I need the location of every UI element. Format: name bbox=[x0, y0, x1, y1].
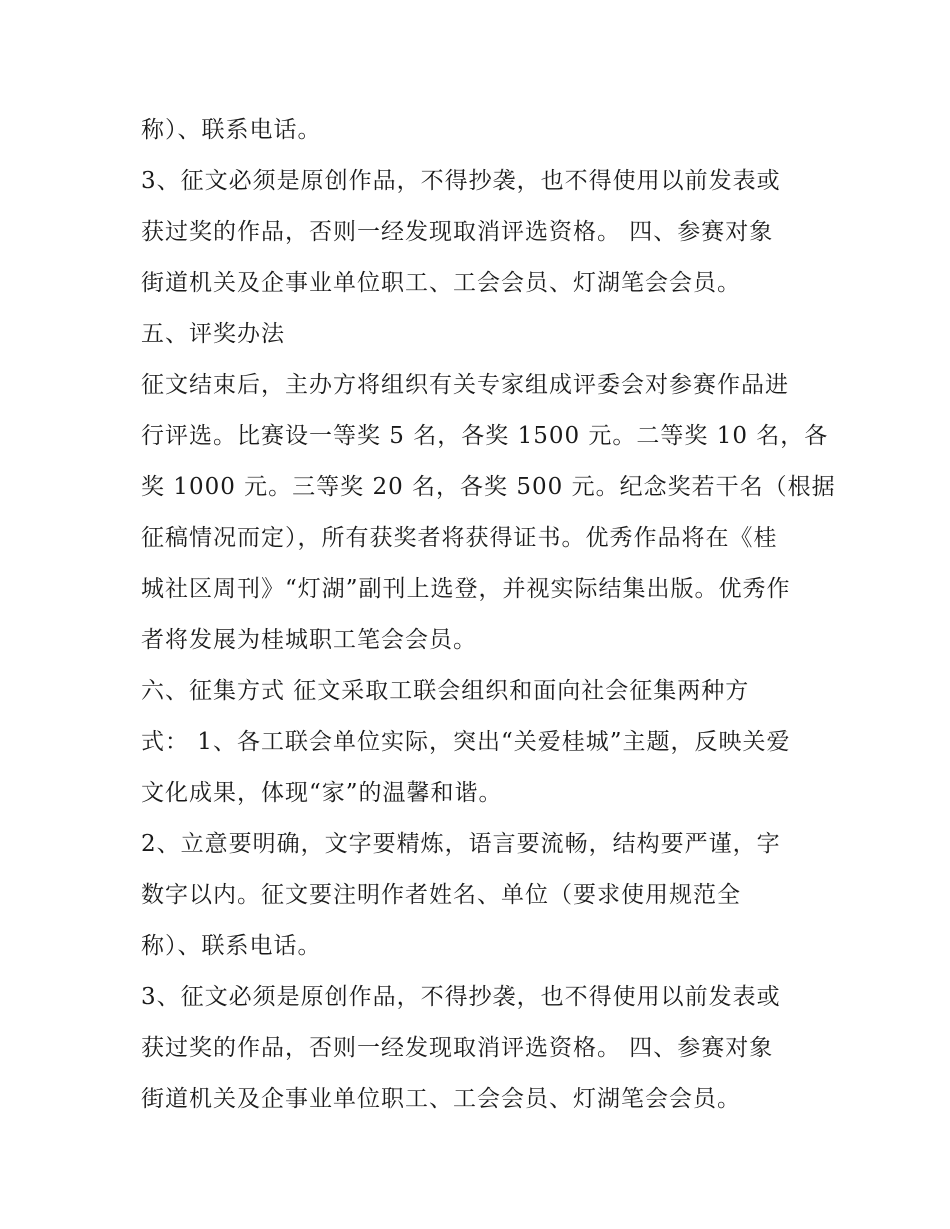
text-line: 街道机关及企事业单位职工、工会会员、灯湖笔会会员。 bbox=[141, 1086, 741, 1112]
text-line: 3、征文必须是原创作品，不得抄袭，也不得使用以前发表或 bbox=[141, 168, 781, 194]
text-line: 获过奖的作品，否则一经发现取消评选资格。 四、参赛对象 bbox=[141, 1035, 774, 1061]
section-heading: 五、评奖办法 bbox=[141, 321, 285, 347]
text-line: 称）、联系电话。 bbox=[141, 117, 322, 143]
text-line: 奖 1000 元。三等奖 20 名，各奖 500 元。纪念奖若干名（根据 bbox=[141, 474, 836, 500]
text-line: 3、征文必须是原创作品，不得抄袭，也不得使用以前发表或 bbox=[141, 984, 781, 1010]
text-line: 式： 1、各工联会单位实际，突出“关爱桂城”主题，反映关爱 bbox=[141, 729, 791, 755]
text-line: 文化成果，体现“家”的温馨和谐。 bbox=[141, 780, 503, 806]
text-line: 征文结束后，主办方将组织有关专家组成评委会对参赛作品进 bbox=[141, 372, 789, 398]
text-line: 获过奖的作品，否则一经发现取消评选资格。 四、参赛对象 bbox=[141, 219, 774, 245]
text-line: 称）、联系电话。 bbox=[141, 933, 322, 959]
text-line: 征稿情况而定），所有获奖者将获得证书。优秀作品将在《桂 bbox=[141, 525, 778, 551]
text-line: 行评选。比赛设一等奖 5 名，各奖 1500 元。二等奖 10 名，各 bbox=[141, 423, 829, 449]
document-body bbox=[141, 105, 836, 1125]
text-line: 数字以内。征文要注明作者姓名、单位（要求使用规范全 bbox=[141, 882, 741, 908]
text-line: 六、征集方式 征文采取工联会组织和面向社会征集两种方 bbox=[141, 678, 750, 704]
text-line: 街道机关及企事业单位职工、工会会员、灯湖笔会会员。 bbox=[141, 270, 741, 296]
text-line: 城社区周刊》“灯湖”副刊上选登，并视实际结集出版。优秀作 bbox=[141, 576, 791, 602]
text-line: 2、立意要明确，文字要精炼，语言要流畅，结构要严谨，字 bbox=[141, 831, 781, 857]
text-line: 者将发展为桂城职工笔会会员。 bbox=[141, 627, 477, 653]
